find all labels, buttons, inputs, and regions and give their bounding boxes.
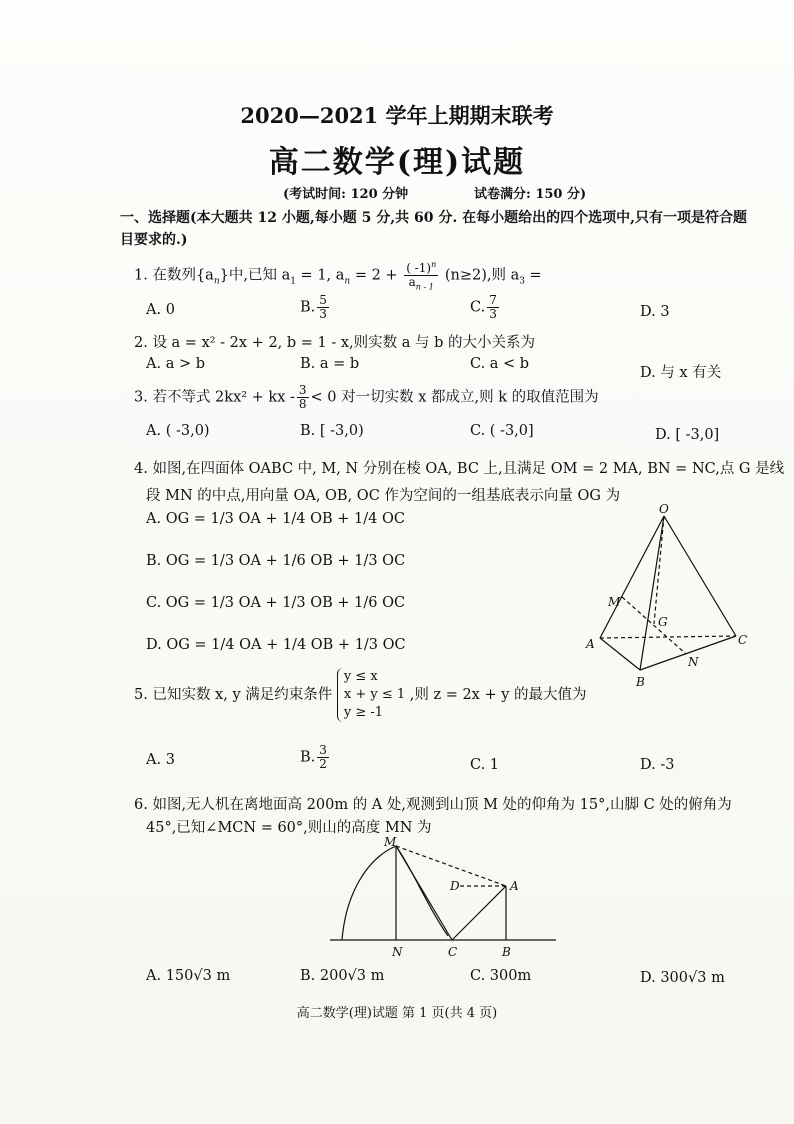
q4-option-b: B. OG = 1/3 OA + 1/6 OB + 1/3 OC [146, 553, 406, 569]
label-N: N [688, 655, 699, 669]
q1-option-c: C. $\frac{7}{3}$ [470, 293, 497, 321]
label-D: D [450, 879, 460, 893]
question-4-stem-line2: 段 MN 的中点,用向量 OA, OB, OC 作为空间的一组基底表示向量 OG 为 [146, 488, 621, 504]
q5-option-a: A. 3 [146, 752, 175, 768]
q3-option-d: D. [ -3,0] [655, 427, 720, 443]
q1-option-d: D. 3 [640, 304, 670, 320]
edge-AB [600, 638, 640, 670]
label-A: A [586, 637, 595, 651]
q4-option-a: A. OG = 1/3 OA + 1/4 OB + 1/4 OC [146, 511, 405, 527]
label-C: C [738, 633, 748, 647]
edge-AC [600, 636, 736, 638]
q2-option-a: A. a > b [146, 356, 205, 372]
question-6-stem-line1: 6. 如图,无人机在离地面高 200m 的 A 处,观测到山顶 M 处的仰角为 15°,山脚 C 处的俯角为 [134, 797, 732, 813]
q4-option-d: D. OG = 1/4 OA + 1/4 OB + 1/3 OC [146, 637, 406, 653]
label-B: B [502, 945, 511, 959]
subject-title: 高二数学(理)试题 [268, 145, 526, 180]
question-6-stem-line2: 45°,已知∠MCN = 60°,则山的高度 MN 为 [146, 820, 432, 836]
label-B: B [636, 675, 645, 689]
q2-option-d: D. 与 x 有关 [640, 365, 722, 381]
exam-score: 试卷满分: 150 分) [474, 187, 587, 202]
q1-option-a: A. 0 [146, 302, 175, 318]
label-M: M [608, 595, 621, 609]
label-N: N [392, 945, 403, 959]
q2-option-c: C. a < b [470, 356, 530, 372]
question-2-stem: 2. 设 a = x² - 2x + 2, b = 1 - x,则实数 a 与 b 的大小关系为 [134, 335, 536, 351]
q3-fraction: $\frac{3}{8}$ [298, 383, 307, 411]
segment-MN [622, 597, 686, 654]
label-A: A [510, 879, 519, 893]
q5-constraint-system: y ≤ x x + y ≤ 1 y ≥ -1 [337, 668, 405, 722]
q3-option-b: B. [ -3,0) [300, 423, 364, 439]
label-G: G [658, 615, 668, 629]
q4-option-c: C. OG = 1/3 OA + 1/3 OB + 1/6 OC [146, 595, 406, 611]
q5-option-d: D. -3 [640, 757, 675, 773]
exam-time: (考试时间: 120 分钟 [283, 187, 409, 202]
q5-option-b: B. $\frac{3}{2}$ [300, 743, 327, 771]
q2-option-b: B. a = b [300, 356, 360, 372]
question-5-stem: 5. 已知实数 x, y 满足约束条件 y ≤ x x + y ≤ 1 y ≥ -1 ,则 z = 2x + y 的最大值为 [134, 669, 587, 720]
q5-option-c: C. 1 [470, 757, 500, 773]
edge-OC [664, 516, 736, 636]
label-M: M [384, 835, 397, 849]
q6-option-b: B. 200√3 m [300, 968, 385, 984]
label-O: O [659, 502, 669, 516]
question-3-stem: 3. 若不等式 2kx² + kx - $\frac{3}{8}$ < 0 对一切实数 x 都成立,则 k 的取值范围为 [134, 383, 599, 411]
q6-option-a: A. 150√3 m [146, 968, 231, 984]
section-heading: 一、选择题(本大题共 12 小题,每小题 5 分,共 60 分. 在每小题给出的四个选项中,只有一项是符合题目要求的.) [120, 210, 747, 248]
q6-option-d: D. 300√3 m [640, 970, 725, 986]
q3-option-c: C. ( -3,0] [470, 423, 534, 439]
mountain-drone-figure [320, 832, 570, 962]
page-footer: 高二数学(理)试题 第 1 页(共 4 页) [296, 1006, 498, 1021]
mountain-outline [342, 846, 448, 940]
exam-title: 2020—2021 学年上期期末联考 [240, 103, 554, 128]
question-1-stem: 1. 在数列$\{a_n\}$中,已知 $a_1 = 1$, $a_n = 2$ + $\frac{( -1)^n}{a_{n - 1}}$ (n≥2),则 $a_3$ = [134, 260, 542, 292]
segment-MC [396, 846, 452, 940]
q6-option-c: C. 300m [470, 968, 532, 984]
tetrahedron-figure [582, 502, 752, 690]
question-4-stem-line1: 4. 如图,在四面体 OABC 中, M, N 分别在棱 OA, BC 上,且满足 OM = 2 MA, BN = NC,点 G 是线 [134, 461, 785, 477]
label-C: C [448, 945, 458, 959]
q3-option-a: A. ( -3,0) [146, 423, 210, 439]
segment-CA [452, 886, 506, 940]
q1-option-b: B. $\frac{5}{3}$ [300, 293, 327, 321]
q1-fraction: $\frac{( -1)^n}{a_{n - 1}}$ [406, 260, 437, 292]
